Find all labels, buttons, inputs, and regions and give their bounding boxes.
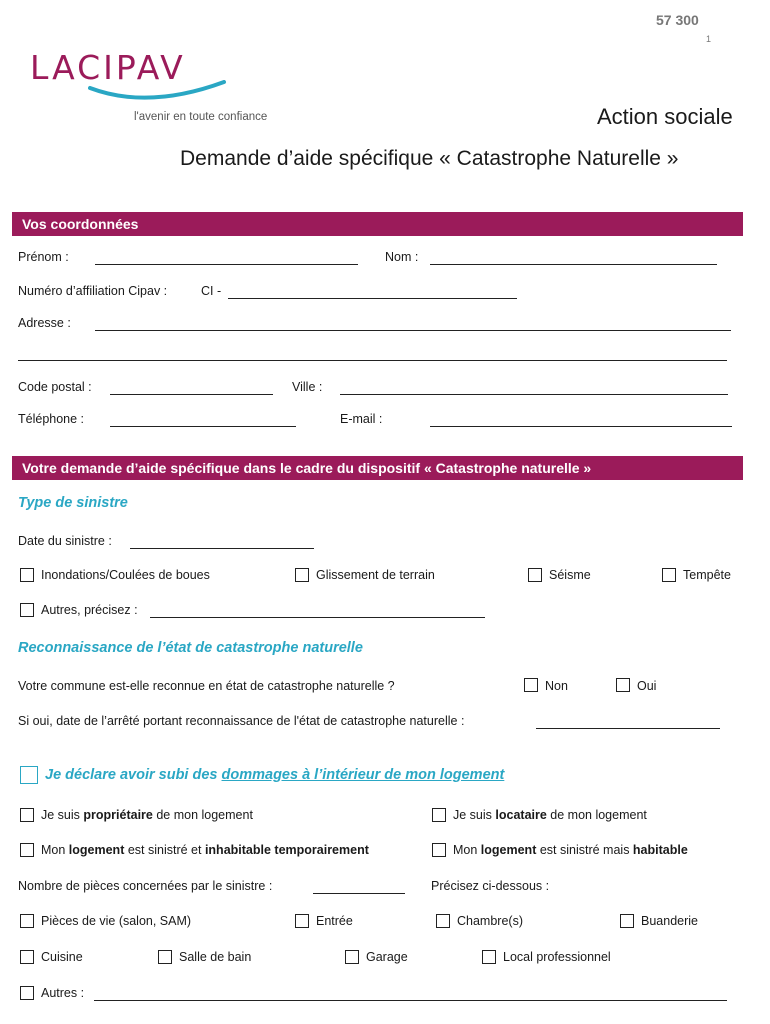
prenom-label: Prénom :	[18, 250, 69, 264]
reconnaissance-date-field[interactable]	[536, 728, 720, 729]
inhabitable-p1: Mon	[41, 843, 69, 857]
checkbox-pieces-de-vie[interactable]	[20, 914, 34, 928]
reconnaissance-date-label: Si oui, date de l’arrêté portant reconnaissance de l'état de catastrophe naturelle :	[18, 714, 465, 728]
checkbox-locataire[interactable]	[432, 808, 446, 822]
adresse-field-line2[interactable]	[18, 360, 727, 361]
checkbox-seisme[interactable]	[528, 568, 542, 582]
logo-swoosh-icon	[88, 80, 228, 106]
ville-field[interactable]	[340, 394, 728, 395]
autres-sinistre-field[interactable]	[150, 617, 485, 618]
label-tempete: Tempête	[683, 568, 731, 582]
inhabitable-p2: est sinistré et	[124, 843, 205, 857]
prenom-field[interactable]	[95, 264, 358, 265]
label-buanderie: Buanderie	[641, 914, 698, 928]
label-autres-pieces: Autres :	[41, 986, 85, 1000]
checkbox-buanderie[interactable]	[620, 914, 634, 928]
checkbox-autres-pieces[interactable]	[20, 986, 34, 1000]
adresse-label: Adresse :	[18, 316, 71, 330]
label-oui: Oui	[637, 679, 657, 693]
checkbox-glissement[interactable]	[295, 568, 309, 582]
label-inhabitable	[41, 843, 369, 857]
precisez-label: Précisez ci-dessous :	[431, 879, 550, 893]
declare-text: Je déclare avoir subi des	[45, 767, 222, 783]
adresse-field-line1[interactable]	[95, 330, 731, 331]
checkbox-inondations[interactable]	[20, 568, 34, 582]
locataire-post: de mon logement	[546, 808, 647, 822]
habitable-p1: Mon	[453, 843, 481, 857]
proprietaire-bold: propriétaire	[83, 808, 153, 822]
section-header-coordonnees: Vos coordonnées	[12, 212, 743, 236]
checkbox-habitable[interactable]	[432, 843, 446, 857]
email-label: E-mail :	[340, 412, 383, 426]
habitable-b2: habitable	[632, 843, 688, 857]
label-cuisine: Cuisine	[41, 950, 83, 964]
nb-pieces-field[interactable]	[313, 893, 405, 894]
section-label: Action sociale	[597, 104, 733, 129]
habitable-p2: est sinistré mais	[536, 843, 633, 857]
page-number: 1	[706, 34, 712, 44]
inhabitable-b1: logement	[68, 843, 125, 857]
checkbox-local-professionnel[interactable]	[482, 950, 496, 964]
checkbox-garage[interactable]	[345, 950, 359, 964]
nb-pieces-label: Nombre de pièces concernées par le sinistre :	[18, 879, 273, 893]
label-non: Non	[545, 679, 568, 693]
type-sinistre-heading: Type de sinistre	[18, 495, 128, 511]
label-garage: Garage	[366, 950, 408, 964]
declare-text-underlined: dommages à l’intérieur de mon logement	[221, 767, 505, 783]
locataire-bold: locataire	[495, 808, 547, 822]
code-postal-field[interactable]	[110, 394, 273, 395]
checkbox-oui[interactable]	[616, 678, 630, 692]
label-entree: Entrée	[316, 914, 353, 928]
label-habitable	[453, 843, 688, 857]
logo-text-la: LA	[30, 48, 78, 87]
ville-label: Ville :	[292, 380, 323, 394]
date-sinistre-label: Date du sinistre :	[18, 534, 112, 548]
code-postal-label: Code postal :	[18, 380, 92, 394]
nom-field[interactable]	[430, 264, 717, 265]
affiliation-prefix: CI -	[201, 284, 222, 298]
label-autres-sinistre: Autres, précisez :	[41, 603, 138, 617]
declare-dommages-label	[45, 767, 504, 783]
section-header-demande: Votre demande d’aide spécifique dans le cadre du dispositif « Catastrophe naturelle »	[12, 456, 743, 480]
page-title: Demande d’aide spécifique « Catastrophe Naturelle »	[180, 147, 679, 170]
label-inondations: Inondations/Coulées de boues	[41, 568, 210, 582]
telephone-field[interactable]	[110, 426, 296, 427]
form-number: 57 300	[656, 12, 699, 28]
nom-label: Nom :	[385, 250, 419, 264]
label-salle-de-bain: Salle de bain	[179, 950, 252, 964]
label-proprietaire	[41, 808, 253, 822]
date-sinistre-field[interactable]	[130, 548, 314, 549]
autres-pieces-field[interactable]	[94, 1000, 727, 1001]
logo-tagline: l'avenir en toute confiance	[134, 111, 268, 123]
locataire-pre: Je suis	[453, 808, 496, 822]
reconnaissance-heading: Reconnaissance de l’état de catastrophe naturelle	[18, 640, 363, 656]
reconnaissance-question: Votre commune est-elle reconnue en état de catastrophe naturelle ?	[18, 679, 395, 693]
checkbox-tempete[interactable]	[662, 568, 676, 582]
checkbox-inhabitable[interactable]	[20, 843, 34, 857]
checkbox-cuisine[interactable]	[20, 950, 34, 964]
inhabitable-b2: inhabitable temporairement	[204, 843, 369, 857]
label-glissement: Glissement de terrain	[316, 568, 435, 582]
affiliation-field[interactable]	[228, 298, 517, 299]
checkbox-entree[interactable]	[295, 914, 309, 928]
email-field[interactable]	[430, 426, 732, 427]
proprietaire-post: de mon logement	[152, 808, 253, 822]
label-seisme: Séisme	[549, 568, 591, 582]
checkbox-chambres[interactable]	[436, 914, 450, 928]
label-local-professionnel: Local professionnel	[503, 950, 611, 964]
checkbox-declare-dommages[interactable]	[20, 766, 38, 784]
affiliation-label: Numéro d’affiliation Cipav :	[18, 284, 168, 298]
checkbox-salle-de-bain[interactable]	[158, 950, 172, 964]
telephone-label: Téléphone :	[18, 412, 85, 426]
label-locataire	[453, 808, 647, 822]
checkbox-proprietaire[interactable]	[20, 808, 34, 822]
proprietaire-pre: Je suis	[41, 808, 84, 822]
habitable-b1: logement	[480, 843, 537, 857]
logo-text-cipav: CIPAV	[77, 48, 186, 87]
checkbox-autres-sinistre[interactable]	[20, 603, 34, 617]
label-chambres: Chambre(s)	[457, 914, 523, 928]
checkbox-non[interactable]	[524, 678, 538, 692]
label-pieces-de-vie: Pièces de vie (salon, SAM)	[41, 914, 192, 928]
